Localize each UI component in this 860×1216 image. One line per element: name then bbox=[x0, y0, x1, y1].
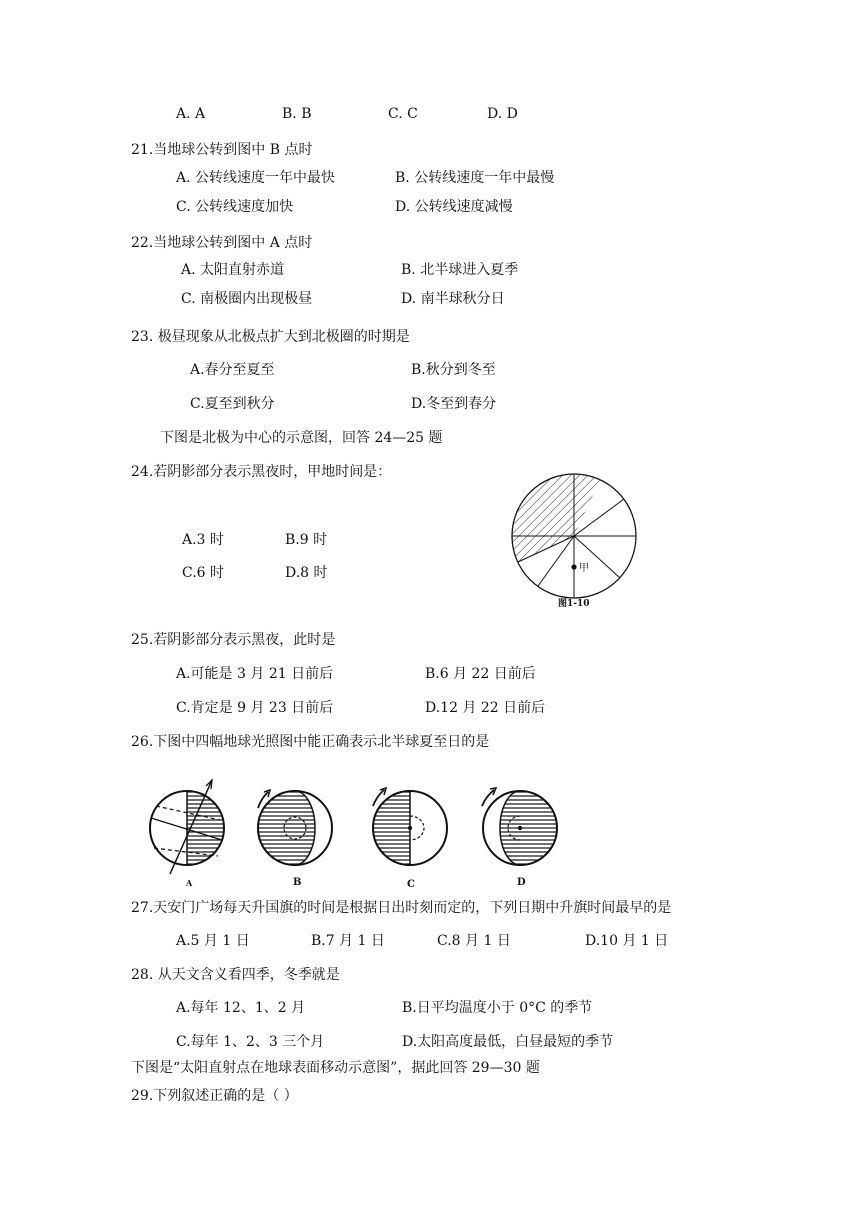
q20-option-a: A. A bbox=[176, 106, 206, 122]
q24-option-b: B.9 时 bbox=[285, 532, 328, 548]
q21-stem: 21.当地球公转到图中 B 点时 bbox=[131, 142, 313, 158]
figure-caption: 图1-10 bbox=[558, 599, 590, 609]
figure-label-c: C bbox=[407, 879, 415, 890]
q25-stem: 25.若阴影部分表示黑夜，此时是 bbox=[131, 632, 336, 648]
q23-option-d: D.冬至到春分 bbox=[411, 396, 497, 412]
q27-option-b: B.7 月 1 日 bbox=[311, 933, 385, 949]
q28-option-b: B.日平均温度小于 0°C 的季节 bbox=[402, 1000, 593, 1016]
q25-option-d: D.12 月 22 日前后 bbox=[425, 700, 546, 716]
q23-stem: 23. 极昼现象从北极点扩大到北极圈的时期是 bbox=[131, 329, 410, 345]
q22-option-b: B. 北半球进入夏季 bbox=[401, 262, 519, 278]
q24-option-a: A.3 时 bbox=[182, 532, 224, 548]
figure-c bbox=[373, 788, 447, 865]
q20-option-d: D. D bbox=[487, 106, 518, 122]
illumination-figures bbox=[140, 778, 580, 893]
q23-option-c: C.夏至到秋分 bbox=[190, 396, 275, 412]
q28-option-a: A.每年 12、1、2 月 bbox=[176, 1000, 306, 1016]
point-jia-label: 甲 bbox=[579, 563, 589, 574]
q23-option-b: B.秋分到冬至 bbox=[411, 362, 496, 378]
figure-a bbox=[150, 778, 232, 878]
intro-24-25: 下图是北极为中心的示意图，回答 24—25 题 bbox=[160, 430, 443, 446]
q24-option-c: C.6 时 bbox=[182, 565, 225, 581]
q25-option-a: A.可能是 3 月 21 日前后 bbox=[176, 666, 334, 682]
q26-stem: 26.下图中四幅地球光照图中能正确表示北半球夏至日的是 bbox=[131, 734, 490, 750]
q22-option-a: A. 太阳直射赤道 bbox=[181, 262, 285, 278]
q24-option-d: D.8 时 bbox=[285, 565, 328, 581]
q28-option-d: D.太阳高度最低，白昼最短的季节 bbox=[402, 1034, 614, 1050]
figure-label-a: A bbox=[186, 878, 193, 888]
q22-stem: 22.当地球公转到图中 A 点时 bbox=[131, 235, 313, 251]
q22-option-d: D. 南半球秋分日 bbox=[401, 291, 505, 307]
figure-b bbox=[258, 790, 332, 865]
figure-label-d: D bbox=[517, 877, 526, 888]
q22-option-c: C. 南极圈内出现极昼 bbox=[181, 291, 313, 307]
polar-view-figure bbox=[500, 478, 660, 618]
q28-option-c: C.每年 1、2、3 三个月 bbox=[176, 1034, 325, 1050]
q27-option-a: A.5 月 1 日 bbox=[176, 933, 250, 949]
q20-option-c: C. C bbox=[388, 106, 418, 122]
q27-option-d: D.10 月 1 日 bbox=[585, 933, 669, 949]
q28-stem: 28. 从天文含义看四季，冬季就是 bbox=[131, 967, 340, 983]
q27-option-c: C.8 月 1 日 bbox=[437, 933, 511, 949]
point-jia-marker bbox=[571, 564, 576, 569]
figure-label-b: B bbox=[293, 877, 302, 888]
q25-option-b: B.6 月 22 日前后 bbox=[425, 666, 536, 682]
q24-stem: 24.若阴影部分表示黑夜时，甲地时间是： bbox=[131, 464, 392, 480]
q21-option-c: C. 公转线速度加快 bbox=[176, 199, 294, 215]
q20-option-b: B. B bbox=[282, 106, 312, 122]
q21-option-d: D. 公转线速度减慢 bbox=[395, 199, 513, 215]
q21-option-a: A. 公转线速度一年中最快 bbox=[176, 170, 336, 186]
q27-stem: 27.天安门广场每天升国旗的时间是根据日出时刻而定的，下列日期中升旗时间最早的是 bbox=[131, 900, 672, 916]
q21-option-b: B. 公转线速度一年中最慢 bbox=[395, 170, 555, 186]
q29-stem: 29.下列叙述正确的是（ ） bbox=[131, 1088, 298, 1104]
figure-d bbox=[482, 788, 557, 865]
q25-option-c: C.肯定是 9 月 23 日前后 bbox=[176, 700, 334, 716]
q23-option-a: A.春分至夏至 bbox=[190, 362, 275, 378]
intro-29-30: 下图是“太阳直射点在地球表面移动示意图”，据此回答 29—30 题 bbox=[131, 1060, 540, 1076]
